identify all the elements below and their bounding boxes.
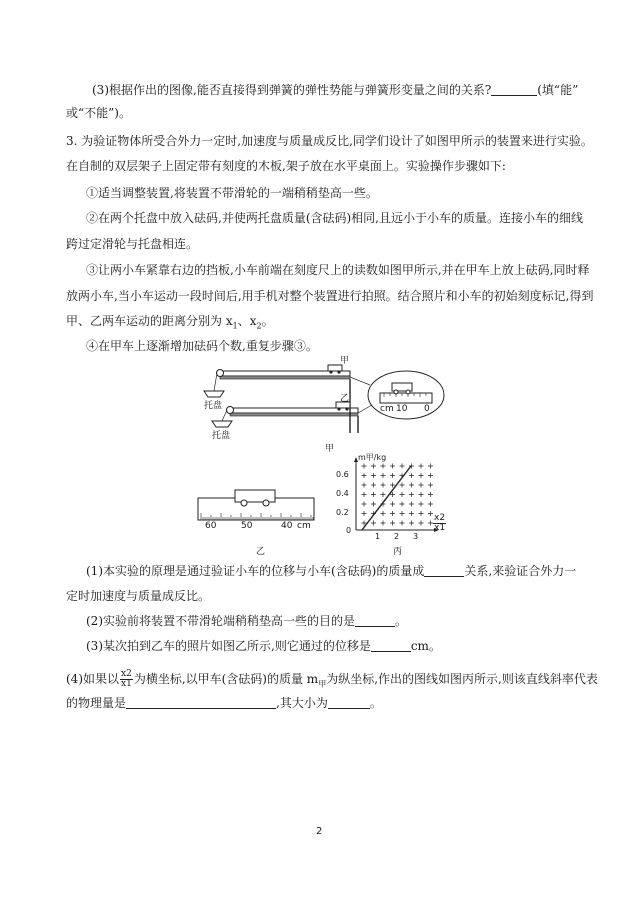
grid-plus-mark <box>390 464 395 469</box>
answer-blank <box>424 564 464 577</box>
grid-plus-mark <box>409 492 414 497</box>
grid-plus-mark <box>362 511 367 516</box>
figure-bing-caption: 丙 <box>393 547 403 557</box>
grid-plus-mark <box>381 521 386 526</box>
q-part-1-cont: 定时加速度与质量成反比。 <box>66 589 211 603</box>
step-3: ③让两小车紧靠右边的挡板,小车前端在刻度尺上的读数如图甲所示,并在甲车上放上砝码,同时释 <box>86 263 590 277</box>
ytick-0.4: 0.4 <box>336 489 349 498</box>
grid-plus-mark <box>362 483 367 488</box>
graph-xlabel: $\frac{x2}{x1}$ <box>434 513 446 533</box>
answer-blank <box>491 83 537 96</box>
ytick-0.6: 0.6 <box>336 470 349 479</box>
ruler-tick-60: 60 <box>205 521 217 531</box>
grid-plus-mark <box>381 483 386 488</box>
grid-plus-mark <box>390 502 395 507</box>
xtick-3: 3 <box>413 532 419 541</box>
ytick-0: 0 <box>346 526 352 535</box>
grid-plus-mark <box>419 521 424 526</box>
grid-plus-mark <box>400 492 405 497</box>
grid-plus-mark <box>419 511 424 516</box>
q-part-1: (1)本实验的原理是通过验证小车的位移与小车(含砝码)的质量成 关系,来验证合外力一 <box>86 564 577 578</box>
grid-plus-mark <box>419 483 424 488</box>
grid-plus-mark <box>400 464 405 469</box>
ruler-tick-50: 50 <box>241 521 253 531</box>
xtick-2: 2 <box>394 532 400 541</box>
q-part-3: (3)某次拍到乙车的照片如图乙所示,则它通过的位移是 cm。 <box>86 639 441 653</box>
graph-ylabel: m甲/kg <box>358 453 387 462</box>
q-part-4-cont: 的物理量是 ,其大小为 。 <box>66 696 382 710</box>
cart-yi-label: 乙 <box>340 394 350 404</box>
inset-unit: cm <box>380 404 394 414</box>
tray-top-label: 托盘 <box>204 401 223 411</box>
q3-3-line: (3)根据作出的图像,能否直接得到弹簧的弹性势能与弹簧形变量之间的关系? (填“能” <box>92 83 579 97</box>
grid-plus-mark <box>428 473 433 478</box>
grid-plus-mark <box>409 483 414 488</box>
grid-plus-mark <box>362 502 367 507</box>
q3-intro-cont: 在自制的双层架子上固定带有刻度的木板,架子放在水平桌面上。实验操作步骤如下: <box>66 159 506 173</box>
grid-plus-mark <box>371 521 376 526</box>
grid-plus-mark <box>381 473 386 478</box>
step-3-cont: 放两小车,当小车运动一段时间后,用手机对整个装置进行拍照。结合照片和小车的初始刻度标记,得到 <box>66 289 594 303</box>
tray-bottom-label: 托盘 <box>212 431 231 441</box>
q-part-2: (2)实验前将装置不带滑轮端稍稍垫高一些的目的是 。 <box>86 614 408 628</box>
grid-plus-mark <box>400 502 405 507</box>
grid-plus-mark <box>409 521 414 526</box>
step-2: ②在两个托盘中放入砝码,并使两托盘质量(含砝码)相同,且远小于小车的质量。连接小车的细线 <box>86 211 583 225</box>
ruler-unit: cm <box>297 521 311 531</box>
ytick-0.2: 0.2 <box>336 508 349 517</box>
page-number: 2 <box>316 826 323 837</box>
q3-3-cont: 或“不能”)。 <box>66 106 131 120</box>
inset-tick-10: 10 <box>396 404 408 414</box>
grid-plus-mark <box>400 483 405 488</box>
grid-plus-mark <box>409 502 414 507</box>
x2-over-x1-fraction: $\frac{x2}{x1}$ <box>121 669 132 689</box>
grid-plus-mark <box>390 473 395 478</box>
figure-jia-caption: 甲 <box>325 444 335 454</box>
q-part-4: (4)如果以 $\frac{x2}{x1}$ 为横坐标,以甲车(含砝码)的质量 $m_甲$为纵坐标,作出的图线如图丙所示,则该直线斜率代表 <box>66 669 598 689</box>
q3-intro: 3. 为验证物体所受合外力一定时,加速度与质量成反比,同学们设计了如图甲所示的装置来进行实验。 <box>66 134 593 148</box>
grid-plus-mark <box>362 473 367 478</box>
grid-plus-mark <box>371 502 376 507</box>
figure-bing-graph <box>334 452 446 544</box>
grid-plus-mark <box>400 521 405 526</box>
grid-plus-mark <box>400 511 405 516</box>
answer-blank <box>328 696 370 709</box>
grid-plus-mark <box>390 521 395 526</box>
grid-plus-mark <box>419 464 424 469</box>
figure-yi-caption: 乙 <box>256 547 266 557</box>
graph-line <box>362 466 411 530</box>
step-1: ①适当调整装置,将装置不带滑轮的一端稍稍垫高一些。 <box>86 186 378 200</box>
grid-plus-mark <box>428 483 433 488</box>
grid-plus-mark <box>390 511 395 516</box>
grid-plus-mark <box>419 492 424 497</box>
answer-blank <box>371 639 411 652</box>
figure-yi-ruler <box>197 488 315 538</box>
cart-jia-label: 甲 <box>340 356 350 366</box>
grid-plus-mark <box>371 464 376 469</box>
grid-plus-mark <box>428 492 433 497</box>
grid-plus-mark <box>381 492 386 497</box>
grid-plus-mark <box>428 464 433 469</box>
answer-blank <box>126 696 276 709</box>
grid-plus-mark <box>419 502 424 507</box>
step-4: ④在甲车上逐渐增加砝码个数,重复步骤③。 <box>86 339 318 353</box>
grid-plus-mark <box>371 492 376 497</box>
grid-plus-mark <box>381 511 386 516</box>
xtick-1: 1 <box>375 532 381 541</box>
grid-plus-mark <box>362 464 367 469</box>
answer-blank <box>355 614 395 627</box>
grid-plus-mark <box>371 473 376 478</box>
step-3-distances: 甲、乙两车运动的距离分别为 $x_1$、$x_2$。 <box>66 314 274 331</box>
grid-plus-mark <box>381 464 386 469</box>
grid-plus-mark <box>409 511 414 516</box>
step-2-cont: 跨过定滑轮与托盘相连。 <box>66 237 199 251</box>
ruler-tick-40: 40 <box>281 521 293 531</box>
grid-plus-mark <box>428 502 433 507</box>
grid-plus-mark <box>419 473 424 478</box>
grid-plus-mark <box>362 492 367 497</box>
inset-tick-0: 0 <box>424 404 430 414</box>
grid-plus-mark <box>371 483 376 488</box>
grid-plus-mark <box>409 473 414 478</box>
